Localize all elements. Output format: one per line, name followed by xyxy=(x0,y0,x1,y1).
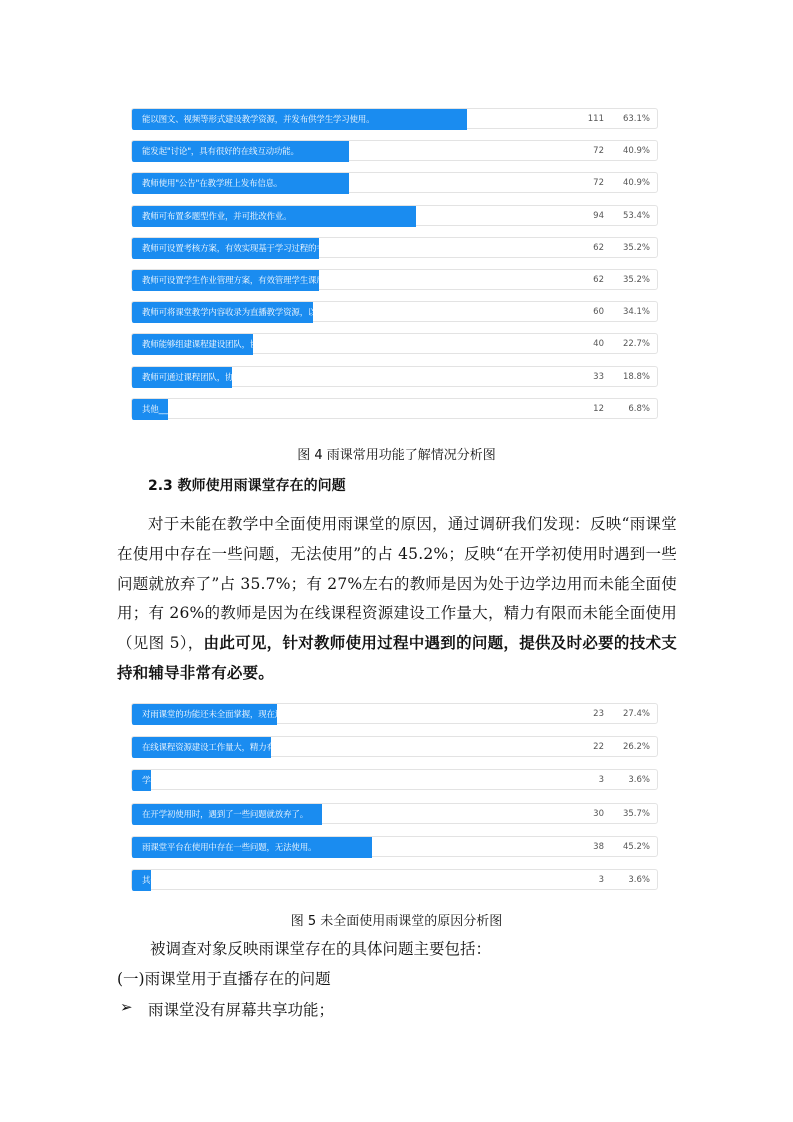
figure5-row xyxy=(131,869,658,890)
paragraph-bold-text: 由此可见，针对教师使用过程中遇到的问题，提供及时必要的技术支持和辅导非常有必要。 xyxy=(117,634,677,682)
figure4-percent: 40.9% xyxy=(622,178,650,189)
figure4-percent: 63.1% xyxy=(622,114,650,124)
figure5-row xyxy=(131,836,658,857)
figure4-row xyxy=(131,333,658,354)
figure4-row xyxy=(131,108,658,129)
figure5-percent: 45.2% xyxy=(622,841,650,852)
figure5-row xyxy=(131,703,658,724)
figure4-count: 72 xyxy=(593,146,604,157)
figure4-count: 94 xyxy=(593,210,604,221)
figure4-chart xyxy=(131,108,660,424)
figure5-count: 3 xyxy=(598,775,604,786)
figure5-row xyxy=(131,803,658,824)
figure5-count: 23 xyxy=(593,709,604,719)
figure4-count: 72 xyxy=(593,178,604,189)
figure4-percent: 40.9% xyxy=(622,146,650,157)
figure4-percent: 6.8% xyxy=(628,403,650,414)
figure4-count: 12 xyxy=(593,403,604,414)
figure5-chart xyxy=(131,703,660,889)
figure4-label: 教师可通过课程团队，协作批改作业。 xyxy=(142,372,284,383)
figure4-label: 教师能够组建课程建设团队，协作建设、共享教学资源。 xyxy=(142,340,350,351)
figure5-percent: 3.6% xyxy=(628,775,650,786)
figure5-percent: 35.7% xyxy=(622,808,650,819)
figure4-percent: 22.7% xyxy=(622,339,650,350)
figure5-percent: 26.2% xyxy=(622,742,650,753)
figure4-row xyxy=(131,140,658,161)
figure4-label: 教师使用"公告"在教学班上发布信息。 xyxy=(142,179,283,190)
figure5-label: 雨课堂平台在使用中存在一些问题，无法使用。 xyxy=(142,842,317,853)
figure5-caption: 图 5 未全面使用雨课堂的原因分析图 xyxy=(290,914,503,929)
figure4-percent: 34.1% xyxy=(622,307,650,318)
figure4-count: 33 xyxy=(593,371,604,382)
figure4-count: 60 xyxy=(593,307,604,318)
figure4-count: 62 xyxy=(593,242,604,253)
figure4-label: 教师可设置考核方案，有效实现基于学习过程的考核。 xyxy=(142,243,342,254)
figure5-count: 22 xyxy=(593,742,604,753)
figure5-label: 其他____ xyxy=(142,876,175,886)
figure5-count: 3 xyxy=(598,875,604,885)
figure4-label: 能以图文、视频等形式建设教学资源，并发布供学生学习使用。 xyxy=(142,115,375,125)
figure5-label: 学校没有强制要求，等后面有要求了再说。 xyxy=(142,776,300,787)
figure4-row xyxy=(131,269,658,290)
figure5-row xyxy=(131,769,658,790)
figure4-label: 能发起"讨论"，具有很好的在线互动功能。 xyxy=(142,147,299,158)
figure4-label: 教师可布置多题型作业，并可批改作业。 xyxy=(142,211,292,222)
figure5-percent: 27.4% xyxy=(622,709,650,719)
figure4-caption: 图 4 雨课常用功能了解情况分析图 xyxy=(297,448,496,463)
bullet-line: 雨课堂没有屏幕共享功能； xyxy=(148,1001,335,1019)
subheading-line: (一)雨课堂用于直播存在的问题 xyxy=(117,970,331,988)
figure5-count: 30 xyxy=(593,808,604,819)
bullet-arrow-icon: ➢ xyxy=(120,998,133,1016)
figure5-label: 在开学初使用时，遇到了一些问题就放弃了。 xyxy=(142,809,309,820)
figure4-row xyxy=(131,205,658,226)
figure5-label: 对雨课堂的功能还未全面掌握，现在边用边学。 xyxy=(142,710,317,720)
figure4-row xyxy=(131,366,658,387)
figure4-percent: 35.2% xyxy=(622,242,650,253)
paragraph-text: 对于未能在教学中全面使用雨课堂的原因，通过调研我们发现：反映“雨课堂在使用中存在一些问题，无法使用”的占 45.2%；反映“在开学初使用时遇到一些问题就放弃了”占 35.7%；有 27%左右的教师是因为处于边学边用而未能全面使用；有 26%的教师是因为在线课程资源建设工作量大，精力有限而未能全面使用（见图 5）， xyxy=(117,515,677,653)
figure4-label: 教师可设置学生作业管理方案，有效管理学生课后作业。 xyxy=(142,276,350,286)
figure4-row xyxy=(131,237,658,258)
figure4-count: 62 xyxy=(593,275,604,285)
figure5-count: 38 xyxy=(593,841,604,852)
figure4-count: 40 xyxy=(593,339,604,350)
figure4-label: 其他____ xyxy=(142,404,175,415)
figure4-row xyxy=(131,301,658,322)
figure5-row xyxy=(131,736,658,757)
figure4-row xyxy=(131,398,658,419)
figure4-row xyxy=(131,172,658,193)
figure4-label: 教师可将课堂教学内容收录为直播教学资源，以供学生课后学习。 xyxy=(142,308,383,319)
figure4-count: 111 xyxy=(587,114,604,124)
figure5-percent: 3.6% xyxy=(628,875,650,885)
figure4-percent: 35.2% xyxy=(622,275,650,285)
figure4-percent: 18.8% xyxy=(622,371,650,382)
intro-line: 被调查对象反映雨课堂存在的具体问题主要包括： xyxy=(150,940,492,958)
section-heading: 2.3 教师使用雨课堂存在的问题 xyxy=(148,478,346,494)
figure4-percent: 53.4% xyxy=(622,210,650,221)
figure5-label: 在线课程资源建设工作量大，精力有限，只能建设一部分，应用一部分。 xyxy=(142,743,408,754)
section-paragraph xyxy=(117,510,677,689)
